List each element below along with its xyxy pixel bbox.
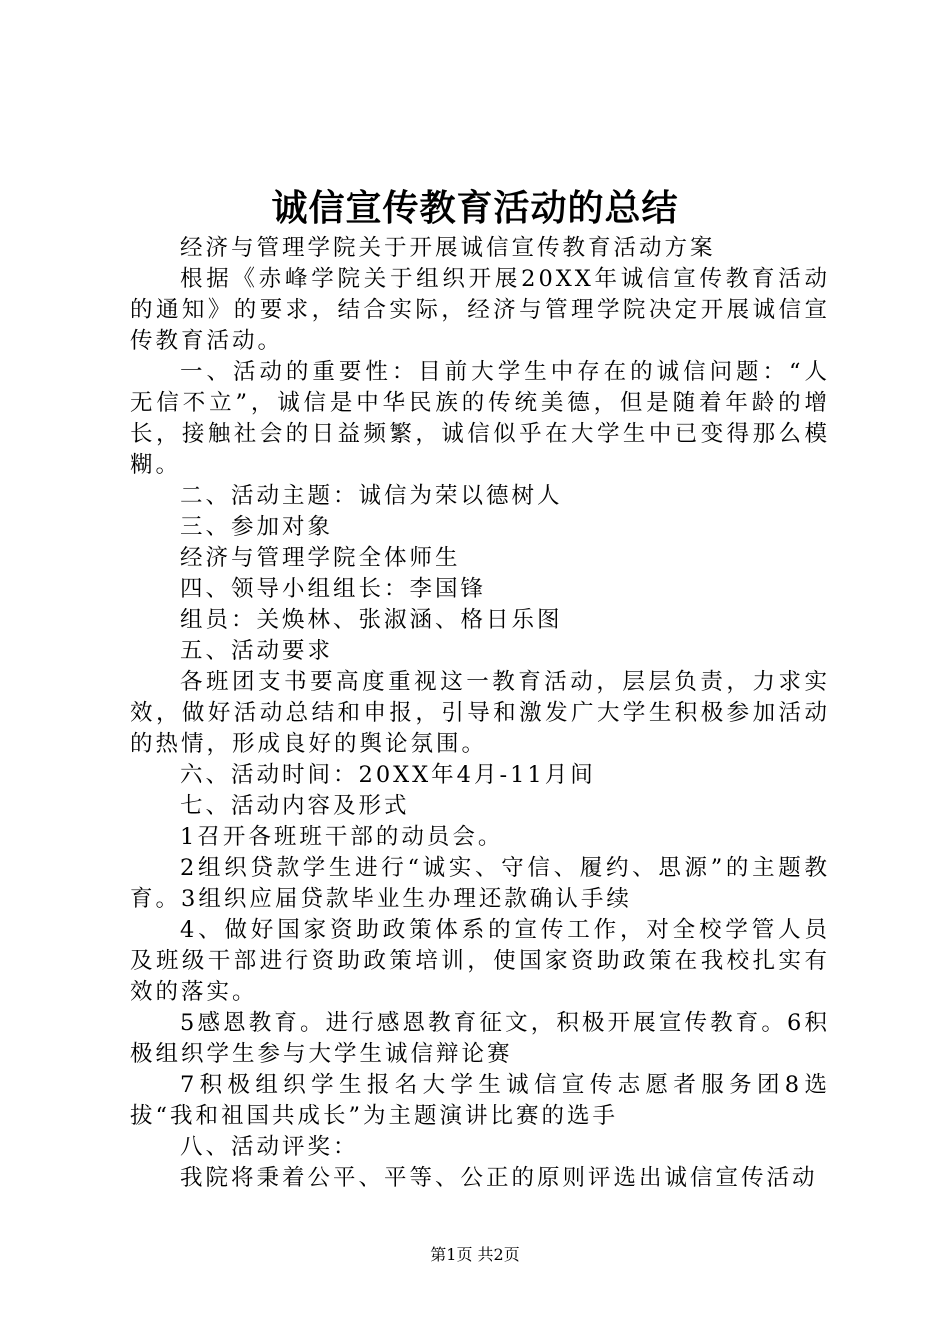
paragraph: 我院将秉着公平、平等、公正的原则评选出诚信宣传活动 (180, 1165, 818, 1191)
paragraph: 4、做好国家资助政策体系的宣传工作，对全校学管人员及班级干部进行资助政策培训，使国家资助政策在我校扎实有效的落实。 (130, 917, 830, 1005)
paragraph: 三、参加对象 (180, 514, 334, 540)
paragraph: 八、活动评奖： (180, 1134, 359, 1160)
paragraph: 经济与管理学院关于开展诚信宣传教育活动方案 (180, 235, 716, 261)
paragraph: 六、活动时间：20XX年4月-11月间 (180, 762, 596, 788)
paragraph: 5感恩教育。进行感恩教育征文，积极开展宣传教育。6积极组织学生参与大学生诚信辩论赛 (130, 1010, 830, 1067)
paragraph: 四、领导小组组长：李国锋 (180, 576, 487, 602)
paragraph: 根据《赤峰学院关于组织开展20XX年诚信宣传教育活动的通知》的要求，结合实际，经济与管理学院决定开展诚信宣传教育活动。 (130, 266, 830, 354)
paragraph: 7积极组织学生报名大学生诚信宣传志愿者服务团8选拔“我和祖国共成长”为主题演讲比赛的选手 (130, 1072, 830, 1129)
paragraph: 经济与管理学院全体师生 (180, 545, 461, 571)
page-footer: 第1页 共2页 (430, 1245, 520, 1264)
paragraph: 2组织贷款学生进行“诚实、守信、履约、思源”的主题教育。3组织应届贷款毕业生办理还款确认手续 (130, 855, 830, 912)
document-title: 诚信宣传教育活动的总结 (271, 188, 679, 229)
paragraph: 七、活动内容及形式 (180, 793, 410, 819)
document-body (130, 233, 830, 1194)
paragraph: 二、活动主题：诚信为荣以德树人 (180, 483, 563, 509)
paragraph: 各班团支书要高度重视这一教育活动，层层负责，力求实效，做好活动总结和申报，引导和激发广大学生积极参加活动的热情，形成良好的舆论氛围。 (130, 669, 830, 757)
paragraph: 1召开各班班干部的动员会。 (180, 824, 504, 850)
paragraph: 五、活动要求 (180, 638, 334, 664)
paragraph: 一、活动的重要性：目前大学生中存在的诚信问题：“人无信不立”，诚信是中华民族的传统美德，但是随着年龄的增长，接触社会的日益频繁，诚信似乎在大学生中已变得那么模糊。 (130, 359, 830, 478)
paragraph: 组员：关焕林、张淑涵、格日乐图 (180, 607, 563, 633)
